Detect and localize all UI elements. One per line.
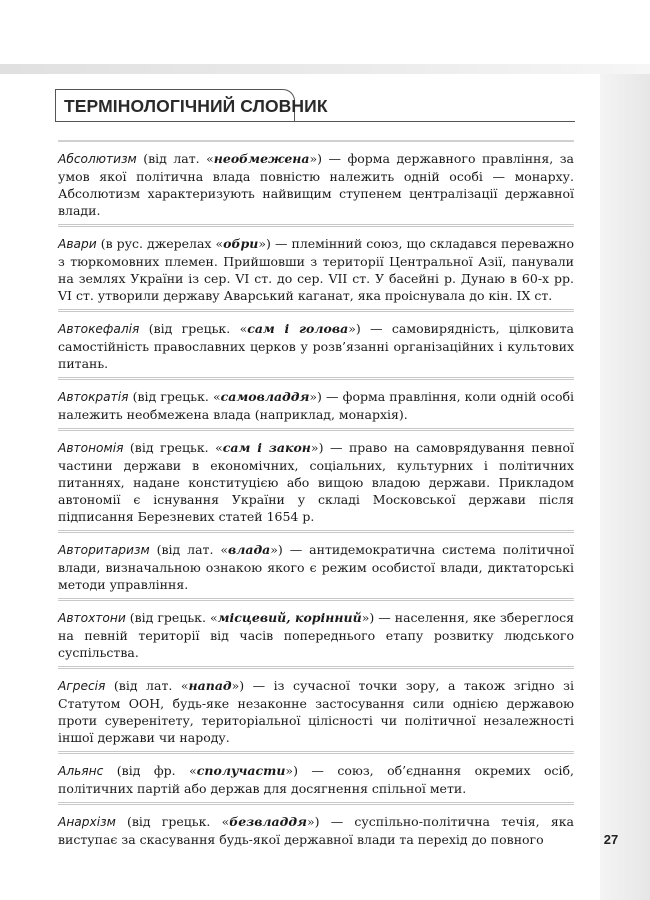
page-number: 27 bbox=[603, 832, 619, 847]
entry-definition: ») — суспільно-політична течія, яка виступає за скасування будь-якої державної влади та перехід до повного bbox=[58, 814, 574, 847]
entry-definition: ») — форма державного правління, за умов якої політична влада повністю належить одній особі — монарху. Абсолютизм характеризують найвищим ступенем централізації державної влади. bbox=[58, 151, 574, 218]
entry-term: Альянс bbox=[58, 764, 104, 778]
entry-gloss: місцевий, корінний bbox=[217, 610, 362, 625]
entry-source: (від грецьк. « bbox=[128, 389, 221, 404]
entry-term: Анархізм bbox=[58, 815, 116, 829]
entry-source: (від фр. « bbox=[103, 763, 197, 778]
glossary-entry bbox=[58, 309, 574, 377]
glossary-entry bbox=[58, 751, 574, 802]
entry-definition: ») — союз, об’єднання окремих осіб, політичних партій або держав для досягнення спільної мети. bbox=[58, 763, 574, 796]
entry-definition: ») — населення, яке збереглося на певній території від часів попереднього етапу розвитку людського суспільства. bbox=[58, 610, 574, 660]
entry-term: Агресія bbox=[58, 679, 106, 693]
top-decorative-stripe bbox=[0, 64, 650, 74]
entry-gloss: самовладдя bbox=[220, 389, 310, 404]
entry-definition: ») — племінний союз, що складався переважно з тюркомовних племен. Прийшовши з території Центральної Азії, панували на землях України із сер. VI ст. до сер. VII ст. У басейні р. Дунаю в 60-х рр. VI ст. утворили державу Аварський каганат, яка проіснувала до кін. IX ст. bbox=[58, 236, 574, 303]
entry-gloss: безвладдя bbox=[229, 814, 307, 829]
entry-gloss: сам і закон bbox=[222, 440, 311, 455]
entry-source: (від лат. « bbox=[136, 151, 214, 166]
entry-term: Авторитаризм bbox=[58, 543, 150, 557]
glossary-entry bbox=[58, 140, 574, 224]
entry-source: (від лат. « bbox=[105, 678, 189, 693]
section-title: ТЕРМІНОЛОГІЧНИЙ СЛОВНИК bbox=[64, 96, 328, 116]
entry-gloss: влада bbox=[228, 542, 271, 557]
entry-definition: ») — антидемократична система політичної влади, визначальною ознакою якого є режим особистої влади, диктаторські методи управління. bbox=[58, 542, 574, 592]
entry-definition: ») — право на самоврядування певної частини держави в економічних, соціальних, культурних і політичних питаннях, надане конституцією або вищою владою держави. Прикладом автономії є існування України у складі Московської держави після підписання Березневих статей 1654 р. bbox=[58, 440, 574, 524]
entry-term: Авари bbox=[58, 237, 97, 251]
entry-source: (від лат. « bbox=[149, 542, 229, 557]
entry-term: Абсолютизм bbox=[58, 152, 137, 166]
entry-term: Автократія bbox=[58, 390, 129, 404]
section-title-underline bbox=[55, 121, 575, 122]
entry-definition: ») — форма правління, коли одній особі належить необмежена влада (наприклад, монархія). bbox=[58, 389, 574, 422]
glossary-entry bbox=[58, 598, 574, 666]
entry-source: (від грецьк. « bbox=[115, 814, 230, 829]
entry-gloss: сам і голова bbox=[247, 321, 349, 336]
entry-gloss: сполучасти bbox=[196, 763, 286, 778]
entry-gloss: обри bbox=[223, 236, 259, 251]
glossary-entry bbox=[58, 666, 574, 751]
glossary-entry bbox=[58, 802, 574, 853]
section-header bbox=[55, 89, 575, 123]
entry-source: (від грецьк. « bbox=[125, 610, 218, 625]
section-title-tab bbox=[55, 89, 328, 122]
entry-gloss: необмежена bbox=[213, 151, 310, 166]
entry-definition: ») — самовирядність, цілковита самостійність православних церков у розв’язанні організаційних і культових питань. bbox=[58, 321, 574, 371]
entry-term: Автохтони bbox=[58, 611, 126, 625]
entry-source: (від грецьк. « bbox=[123, 440, 223, 455]
entry-source: (в рус. джерелах « bbox=[96, 236, 224, 251]
entry-term: Автономія bbox=[58, 441, 124, 455]
right-margin-bar bbox=[600, 74, 650, 900]
entry-source: (від грецьк. « bbox=[139, 321, 248, 336]
entry-term: Автокефалія bbox=[58, 322, 140, 336]
entry-definition: ») — із сучасної точки зору, а також згідно зі Статутом ООН, будь-яке незаконне застосування сили однією державою проти суверенітету, територіальної цілісності чи політичної незалежності іншої держави чи народу. bbox=[58, 678, 574, 745]
glossary-entry bbox=[58, 377, 574, 428]
entry-gloss: напад bbox=[188, 678, 232, 693]
glossary-entry bbox=[58, 224, 574, 309]
glossary-list bbox=[58, 140, 574, 853]
glossary-entry bbox=[58, 428, 574, 530]
glossary-entry bbox=[58, 530, 574, 598]
